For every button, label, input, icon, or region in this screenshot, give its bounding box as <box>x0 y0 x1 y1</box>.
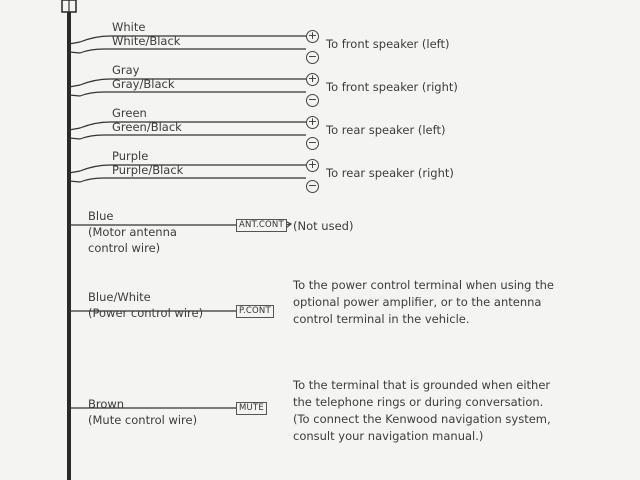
positive-terminal-icon: + <box>307 29 318 42</box>
negative-terminal-icon: − <box>307 50 318 63</box>
speaker-destination-text: To rear speaker (left) <box>326 123 446 137</box>
speaker-wire-negative <box>69 178 306 182</box>
wire-color-label: Purple/Black <box>112 163 184 177</box>
positive-terminal-icon: + <box>307 158 318 171</box>
control-wire-description: (Not used) <box>293 219 354 233</box>
control-wire-description: optional power amplifier, or to the antenna <box>293 295 542 309</box>
speaker-wire-positive <box>69 122 306 130</box>
speaker-wire-negative <box>69 135 306 139</box>
negative-terminal-icon: − <box>307 136 318 149</box>
speaker-destination-text: To rear speaker (right) <box>326 166 454 180</box>
speaker-destination-text: To front speaker (right) <box>326 80 458 94</box>
wire-color-label: White <box>112 20 146 34</box>
control-wire-description: (To connect the Kenwood navigation system, <box>293 412 551 426</box>
positive-terminal-icon: + <box>307 115 318 128</box>
speaker-wire-negative <box>69 49 306 53</box>
speaker-wire-negative <box>69 92 306 96</box>
control-wire-color-label: Blue/White <box>88 290 151 304</box>
wire-color-label: Purple <box>112 149 149 163</box>
positive-terminal-icon: + <box>307 72 318 85</box>
speaker-wire-positive <box>69 165 306 173</box>
negative-terminal-icon: − <box>307 93 318 106</box>
speaker-destination-text: To front speaker (left) <box>326 37 450 51</box>
control-wire-description: To the terminal that is grounded when either <box>293 378 551 392</box>
wire-color-label: White/Black <box>112 34 181 48</box>
control-wire-name: (Motor antenna <box>88 225 177 239</box>
wire-color-label: Green <box>112 106 147 120</box>
control-wire-color-label: Brown <box>88 397 125 411</box>
wire-color-label: Gray/Black <box>112 77 175 91</box>
control-wire-description: control terminal in the vehicle. <box>293 312 470 326</box>
terminal-tag-label: P.CONT <box>236 305 274 318</box>
control-wire-name: control wire) <box>88 241 161 255</box>
terminal-tag-label: ANT.CONT <box>236 219 287 232</box>
terminal-tag-label: MUTE <box>236 402 267 415</box>
speaker-wire-positive <box>69 36 306 44</box>
wire-color-label: Green/Black <box>112 120 182 134</box>
speaker-wire-positive <box>69 79 306 87</box>
control-wire-description: the telephone rings or during conversation. <box>293 395 544 409</box>
control-wire-name: (Power control wire) <box>88 306 204 320</box>
control-wire-color-label: Blue <box>88 209 114 223</box>
control-wire-description: To the power control terminal when using the <box>293 278 555 292</box>
control-wire-name: (Mute control wire) <box>88 413 198 427</box>
control-wire-description: consult your navigation manual.) <box>293 429 484 443</box>
wire-color-label: Gray <box>112 63 140 77</box>
negative-terminal-icon: − <box>307 179 318 192</box>
